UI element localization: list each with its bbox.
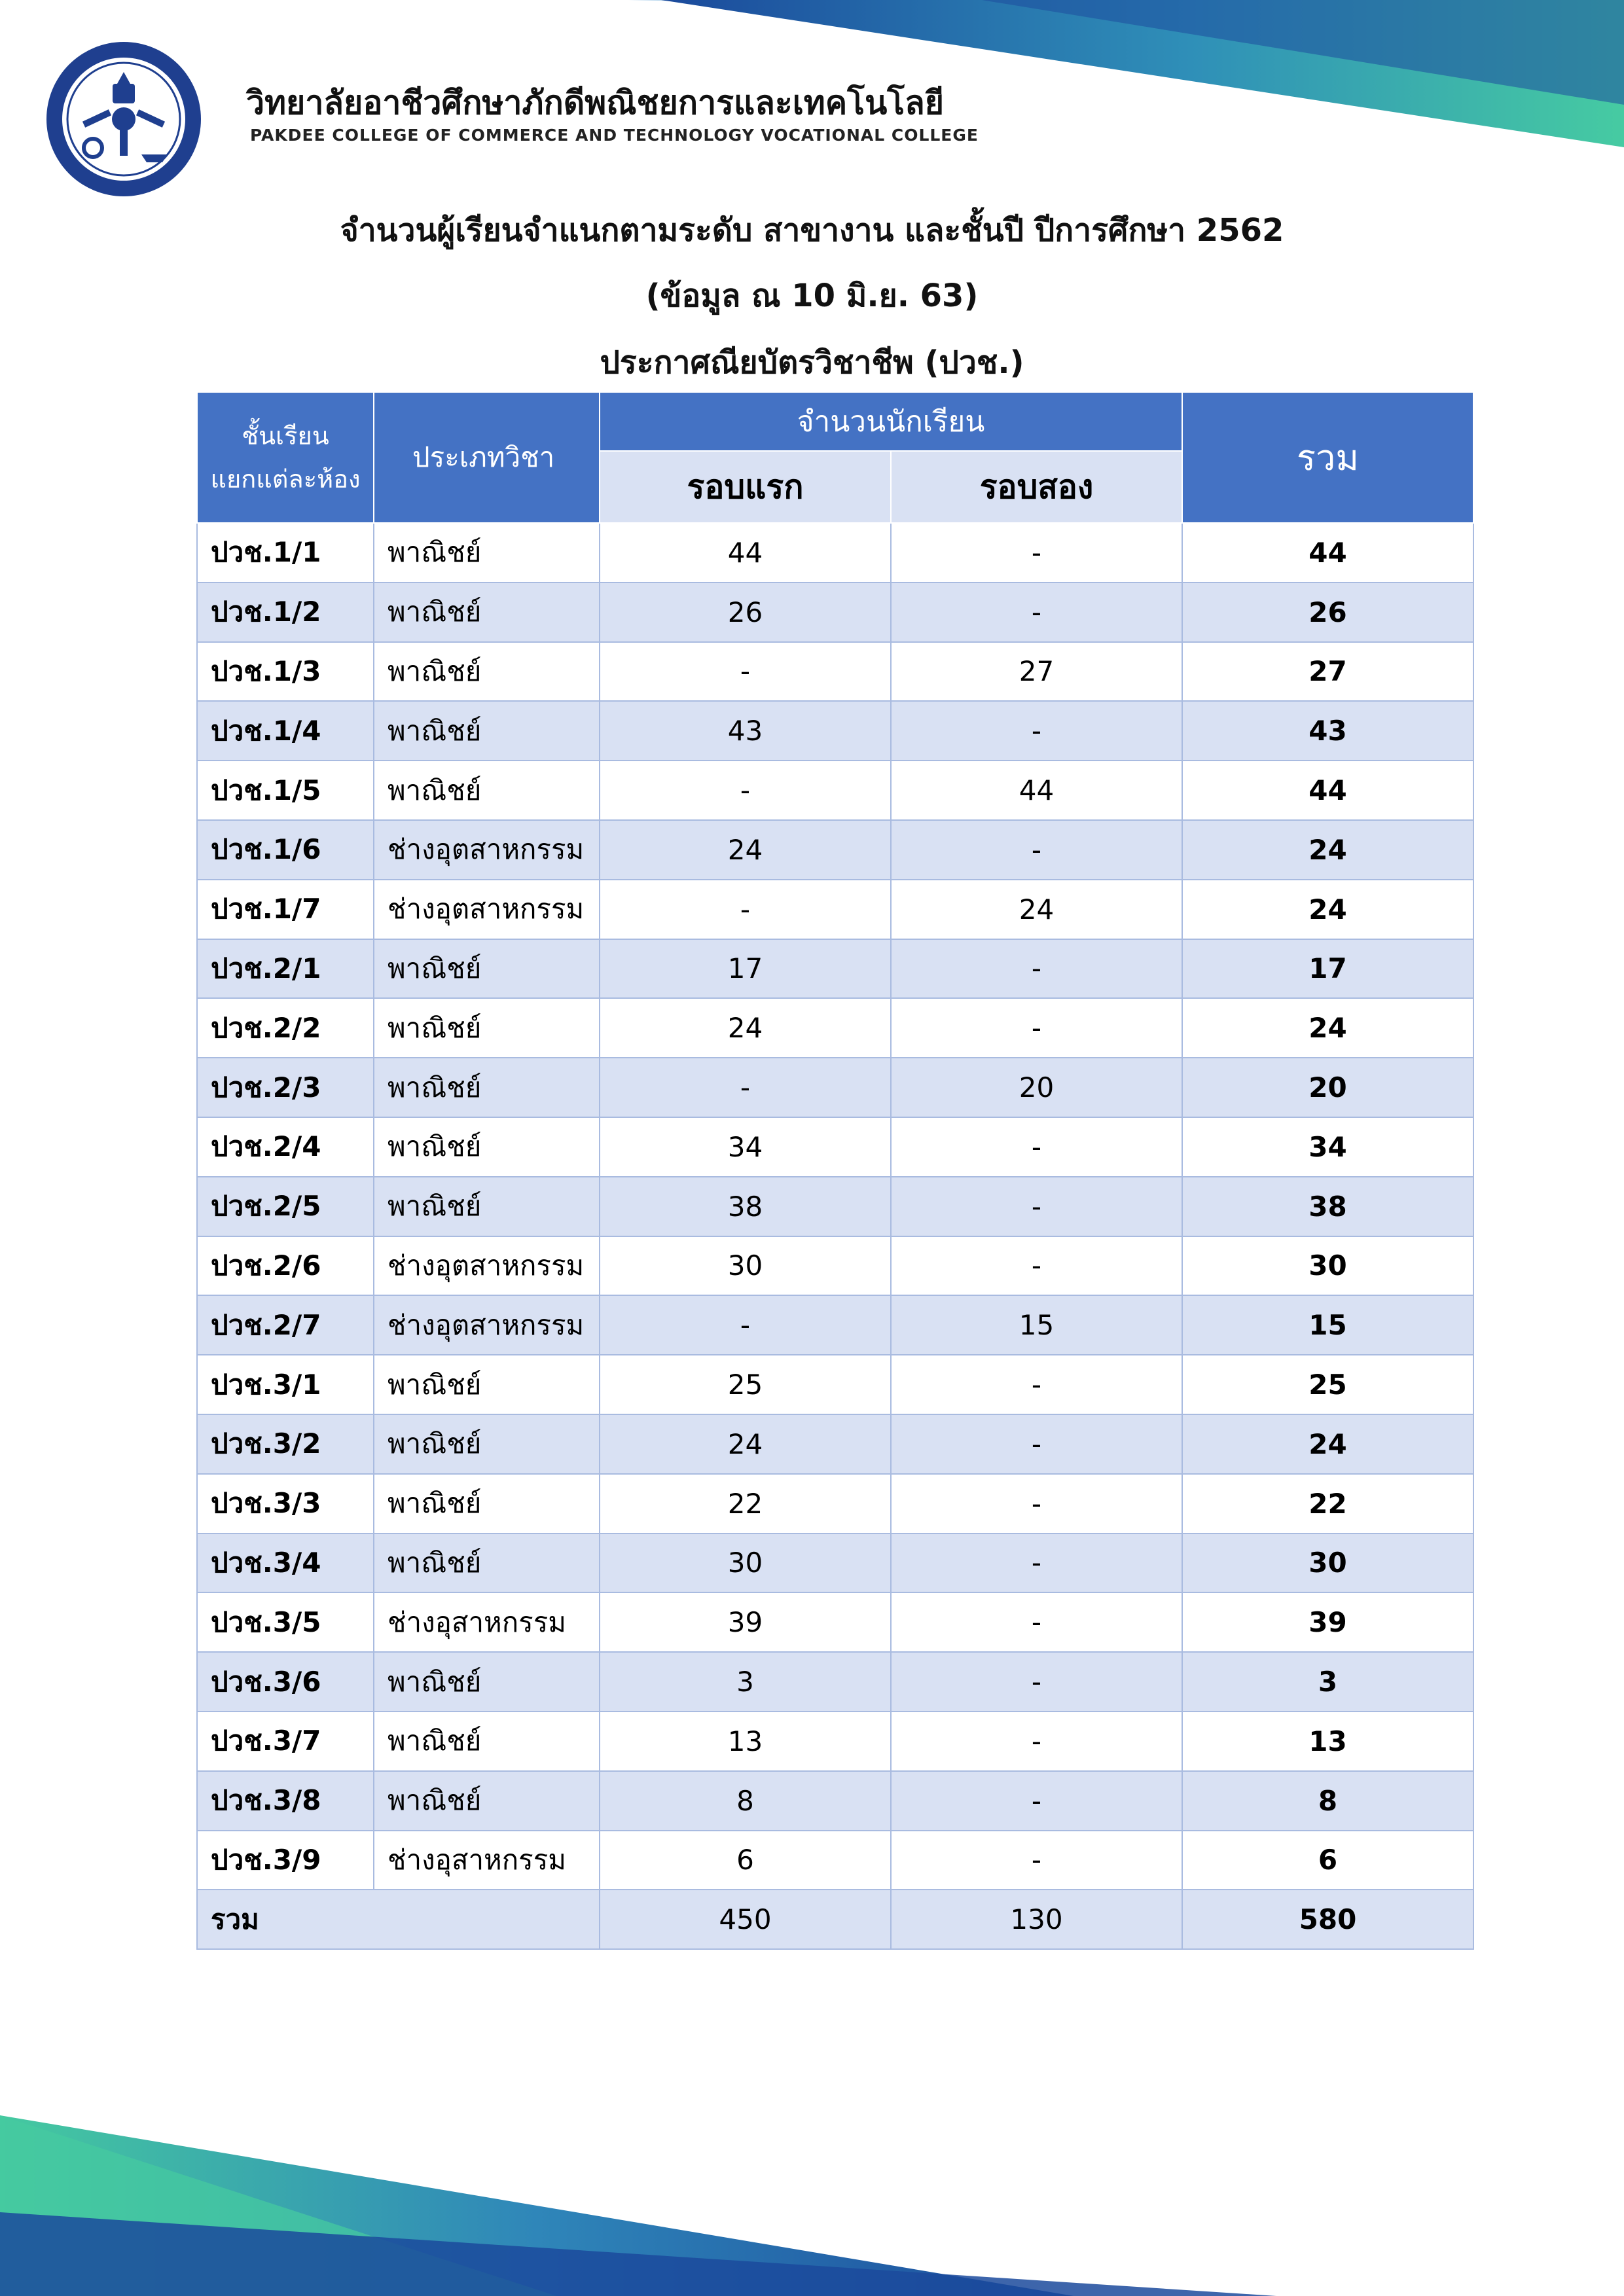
row-level: ปวช.3/9 bbox=[197, 1831, 374, 1890]
row-level: ปวช.2/5 bbox=[197, 1177, 374, 1236]
row-round1: 43 bbox=[600, 701, 891, 761]
row-level: ปวช.1/5 bbox=[197, 761, 374, 820]
table-row bbox=[197, 1474, 1473, 1534]
row-total: 43 bbox=[1182, 701, 1473, 761]
table-row bbox=[197, 1355, 1473, 1414]
header-level-line2: แยกแต่ละห้อง bbox=[210, 465, 361, 493]
table-row bbox=[197, 642, 1473, 702]
row-level: ปวช.3/4 bbox=[197, 1534, 374, 1593]
row-total: 22 bbox=[1182, 1474, 1473, 1534]
row-level: ปวช.1/3 bbox=[197, 642, 374, 702]
row-total: 27 bbox=[1182, 642, 1473, 702]
row-total: 24 bbox=[1182, 820, 1473, 880]
certificate-level-title: ประกาศณียบัตรวิชาชีพ (ปวช.) bbox=[600, 344, 1024, 381]
row-total: 6 bbox=[1182, 1831, 1473, 1890]
row-round2: - bbox=[891, 1831, 1182, 1890]
bottom-left-stripe bbox=[0, 2115, 1276, 2296]
row-round1: - bbox=[600, 761, 891, 820]
row-total: 24 bbox=[1182, 1414, 1473, 1474]
row-round1: 8 bbox=[600, 1771, 891, 1831]
college-name-thai: วิทยาลัยอาชีวศึกษาภักดีพณิชยการและเทคโนโลยี bbox=[246, 84, 945, 122]
row-type: พาณิชย์ bbox=[374, 1058, 600, 1117]
row-round1: 22 bbox=[600, 1474, 891, 1534]
row-type: ช่างอุตสาหกรรม bbox=[374, 1295, 600, 1355]
row-round1: 3 bbox=[600, 1652, 891, 1712]
row-round1: 39 bbox=[600, 1592, 891, 1652]
row-round1: 24 bbox=[600, 1414, 891, 1474]
table-row bbox=[197, 1831, 1473, 1890]
table-row bbox=[197, 998, 1473, 1058]
row-total: 24 bbox=[1182, 998, 1473, 1058]
row-level: ปวช.2/1 bbox=[197, 939, 374, 999]
table-row bbox=[197, 1236, 1473, 1296]
table-row bbox=[197, 701, 1473, 761]
row-round2: - bbox=[891, 1355, 1182, 1414]
row-level: ปวช.2/4 bbox=[197, 1117, 374, 1177]
row-total: 25 bbox=[1182, 1355, 1473, 1414]
row-round2: 27 bbox=[891, 642, 1182, 702]
row-round1: - bbox=[600, 880, 891, 939]
row-round1: 26 bbox=[600, 583, 891, 642]
row-round1: 17 bbox=[600, 939, 891, 999]
row-type: พาณิชย์ bbox=[374, 939, 600, 999]
row-type: พาณิชย์ bbox=[374, 1771, 600, 1831]
row-round1: 6 bbox=[600, 1831, 891, 1890]
row-round1: 30 bbox=[600, 1534, 891, 1593]
row-type: ช่างอุสาหกรรม bbox=[374, 1592, 600, 1652]
row-type: พาณิชย์ bbox=[374, 1474, 600, 1534]
table-row bbox=[197, 1534, 1473, 1593]
table-row bbox=[197, 1414, 1473, 1474]
table-row bbox=[197, 1117, 1473, 1177]
row-total: 13 bbox=[1182, 1712, 1473, 1771]
row-total: 34 bbox=[1182, 1117, 1473, 1177]
row-round2: - bbox=[891, 939, 1182, 999]
row-round2: - bbox=[891, 1236, 1182, 1296]
college-seal-icon bbox=[29, 38, 219, 200]
row-level: ปวช.1/6 bbox=[197, 820, 374, 880]
row-round2: - bbox=[891, 1534, 1182, 1593]
row-total: 44 bbox=[1182, 523, 1473, 583]
row-round1: 34 bbox=[600, 1117, 891, 1177]
row-type: พาณิชย์ bbox=[374, 1534, 600, 1593]
row-total: 8 bbox=[1182, 1771, 1473, 1831]
row-level: ปวช.3/8 bbox=[197, 1771, 374, 1831]
row-total: 20 bbox=[1182, 1058, 1473, 1117]
row-round2: - bbox=[891, 1117, 1182, 1177]
table-row bbox=[197, 761, 1473, 820]
row-round1: 25 bbox=[600, 1355, 891, 1414]
header-students: จำนวนนักเรียน bbox=[600, 392, 1182, 451]
row-level: ปวช.1/2 bbox=[197, 583, 374, 642]
row-round2: 15 bbox=[891, 1295, 1182, 1355]
header-round1: รอบแรก bbox=[600, 451, 891, 523]
table-row bbox=[197, 1592, 1473, 1652]
row-round2: - bbox=[891, 523, 1182, 583]
row-round2: - bbox=[891, 820, 1182, 880]
row-round1: 30 bbox=[600, 1236, 891, 1296]
row-total: 24 bbox=[1182, 880, 1473, 939]
row-level: ปวช.3/6 bbox=[197, 1652, 374, 1712]
row-round2: - bbox=[891, 1592, 1182, 1652]
row-total: 3 bbox=[1182, 1652, 1473, 1712]
table-row bbox=[197, 1712, 1473, 1771]
row-total: 26 bbox=[1182, 583, 1473, 642]
header-type: ประเภทวิชา bbox=[374, 392, 600, 523]
row-round2: 20 bbox=[891, 1058, 1182, 1117]
row-round1: 38 bbox=[600, 1177, 891, 1236]
row-level: ปวช.2/3 bbox=[197, 1058, 374, 1117]
row-type: พาณิชย์ bbox=[374, 642, 600, 702]
row-round1: - bbox=[600, 1058, 891, 1117]
row-total: 30 bbox=[1182, 1236, 1473, 1296]
row-type: พาณิชย์ bbox=[374, 1117, 600, 1177]
row-round2: 44 bbox=[891, 761, 1182, 820]
table-row bbox=[197, 880, 1473, 939]
row-round1: - bbox=[600, 1295, 891, 1355]
row-round2: - bbox=[891, 1177, 1182, 1236]
summary-row bbox=[197, 1890, 1473, 1949]
summary-total: 580 bbox=[1182, 1890, 1473, 1949]
row-round2: - bbox=[891, 1474, 1182, 1534]
row-round1: 13 bbox=[600, 1712, 891, 1771]
table-row bbox=[197, 939, 1473, 999]
row-type: พาณิชย์ bbox=[374, 1177, 600, 1236]
table-row bbox=[197, 1058, 1473, 1117]
row-round2: - bbox=[891, 583, 1182, 642]
row-total: 15 bbox=[1182, 1295, 1473, 1355]
row-type: พาณิชย์ bbox=[374, 701, 600, 761]
row-type: พาณิชย์ bbox=[374, 1712, 600, 1771]
row-level: ปวช.2/7 bbox=[197, 1295, 374, 1355]
row-level: ปวช.3/1 bbox=[197, 1355, 374, 1414]
row-round1: 44 bbox=[600, 523, 891, 583]
enrollment-table bbox=[196, 391, 1474, 1950]
row-type: พาณิชย์ bbox=[374, 1652, 600, 1712]
row-type: พาณิชย์ bbox=[374, 583, 600, 642]
row-level: ปวช.1/1 bbox=[197, 523, 374, 583]
row-level: ปวช.3/7 bbox=[197, 1712, 374, 1771]
table-body bbox=[197, 523, 1473, 1949]
table-row bbox=[197, 1652, 1473, 1712]
data-date-note: (ข้อมูล ณ 10 มิ.ย. 63) bbox=[645, 278, 979, 314]
row-round1: - bbox=[600, 642, 891, 702]
row-round1: 24 bbox=[600, 998, 891, 1058]
row-total: 44 bbox=[1182, 761, 1473, 820]
row-round1: 24 bbox=[600, 820, 891, 880]
summary-round1: 450 bbox=[600, 1890, 891, 1949]
table-row bbox=[197, 583, 1473, 642]
header-round2: รอบสอง bbox=[891, 451, 1182, 523]
row-type: ช่างอุตสาหกรรม bbox=[374, 820, 600, 880]
row-round2: - bbox=[891, 701, 1182, 761]
summary-label: รวม bbox=[197, 1890, 600, 1949]
row-level: ปวช.2/6 bbox=[197, 1236, 374, 1296]
row-level: ปวช.2/2 bbox=[197, 998, 374, 1058]
row-round2: - bbox=[891, 1771, 1182, 1831]
page-title: จำนวนผู้เรียนจำแนกตามระดับ สาขางาน และชั้นปี ปีการศึกษา 2562 bbox=[340, 212, 1284, 249]
row-level: ปวช.1/7 bbox=[197, 880, 374, 939]
row-round2: - bbox=[891, 1712, 1182, 1771]
table-row bbox=[197, 523, 1473, 583]
row-round2: - bbox=[891, 998, 1182, 1058]
row-round2: - bbox=[891, 1652, 1182, 1712]
row-type: ช่างอุสาหกรรม bbox=[374, 1831, 600, 1890]
row-level: ปวช.3/2 bbox=[197, 1414, 374, 1474]
row-type: ช่างอุตสาหกรรม bbox=[374, 1236, 600, 1296]
row-total: 38 bbox=[1182, 1177, 1473, 1236]
table-row bbox=[197, 820, 1473, 880]
table-row bbox=[197, 1771, 1473, 1831]
row-type: พาณิชย์ bbox=[374, 1414, 600, 1474]
row-total: 30 bbox=[1182, 1534, 1473, 1593]
header-level-line1: ชั้นเรียน bbox=[242, 422, 329, 450]
header-total: รวม bbox=[1182, 392, 1473, 523]
row-round2: - bbox=[891, 1414, 1182, 1474]
row-level: ปวช.3/3 bbox=[197, 1474, 374, 1534]
row-total: 17 bbox=[1182, 939, 1473, 999]
college-name-english: PAKDEE COLLEGE OF COMMERCE AND TECHNOLOGY VOCATIONAL COLLEGE bbox=[250, 126, 979, 145]
row-type: พาณิชย์ bbox=[374, 523, 600, 583]
summary-round2: 130 bbox=[891, 1890, 1182, 1949]
row-level: ปวช.1/4 bbox=[197, 701, 374, 761]
row-type: พาณิชย์ bbox=[374, 761, 600, 820]
row-type: พาณิชย์ bbox=[374, 1355, 600, 1414]
header-level bbox=[197, 392, 374, 523]
row-round2: 24 bbox=[891, 880, 1182, 939]
row-total: 39 bbox=[1182, 1592, 1473, 1652]
row-type: พาณิชย์ bbox=[374, 998, 600, 1058]
table-row bbox=[197, 1295, 1473, 1355]
table-row bbox=[197, 1177, 1473, 1236]
row-type: ช่างอุตสาหกรรม bbox=[374, 880, 600, 939]
row-level: ปวช.3/5 bbox=[197, 1592, 374, 1652]
